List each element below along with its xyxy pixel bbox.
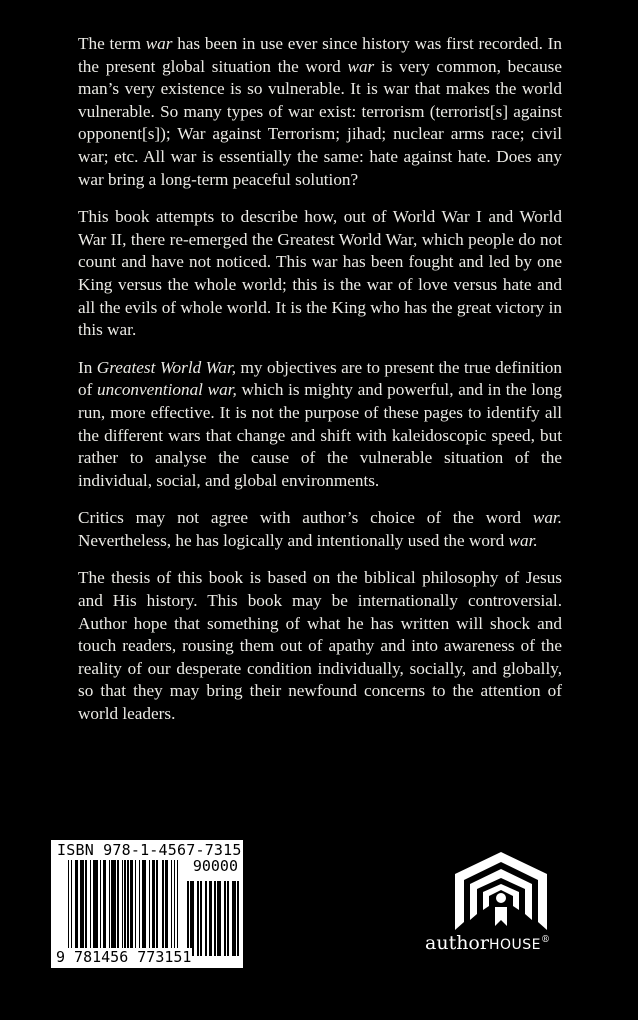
italic-text: war (347, 56, 375, 76)
barcode-bar (124, 860, 125, 954)
barcode-bar (68, 860, 69, 954)
text-segment: which is mighty and powerful, and in the long run, more effective. It is not the purpose of these pages to identify all the different wars that change and shift with kaleidoscopic speed, but rather to analyse the cause of the vulnerable situation of the individual, social, and global environments. (78, 380, 562, 490)
blurb-paragraph (78, 567, 562, 725)
back-cover-blurb (78, 33, 562, 741)
barcode-bar (135, 860, 136, 954)
text-segment: This book attempts to describe how, out of World War I and World War II, there re-emerged the Greatest World War, which people do not count and have not noticed. This war has been fought and led by one King versus the whole world; this is the war of love versus hate and all the evils of whole world. It is the King who has the great victory in this war. (78, 207, 562, 340)
barcode-bar (171, 860, 172, 954)
blurb-paragraph (78, 507, 562, 552)
text-segment: Critics may not agree with author’s choice of the word (78, 508, 533, 528)
text-segment: The term (78, 34, 146, 53)
barcode-bar (149, 860, 150, 954)
barcode-bar (214, 881, 216, 956)
barcode-bars-addon (187, 881, 239, 956)
barcode-bar (85, 860, 86, 954)
barcode-bar (130, 860, 133, 954)
italic-text: war (145, 34, 173, 53)
barcode-bar (90, 860, 91, 954)
barcode-bar (232, 881, 235, 956)
barcode-bar (127, 860, 128, 954)
barcode-bar (80, 860, 84, 954)
barcode-bar (197, 881, 199, 956)
publisher-name-lower: author (425, 932, 489, 954)
barcode-bar (190, 881, 193, 956)
isbn-barcode (51, 840, 261, 968)
barcode-bar (165, 860, 168, 954)
barcode-bar (224, 881, 226, 956)
publisher-logo-text (425, 932, 550, 954)
ean-number: 9 781456 773151 (56, 948, 192, 966)
barcode-bar (142, 860, 146, 954)
barcode-bar (103, 860, 106, 954)
barcode-bar (177, 860, 178, 954)
italic-text: Greatest World War, (96, 357, 237, 377)
price-addon-code: 90000 (192, 857, 238, 875)
italic-text: war. (532, 508, 562, 528)
text-segment: In (78, 357, 97, 377)
barcode-bar (227, 881, 229, 956)
barcode-bar (111, 860, 115, 954)
barcode-bar (156, 860, 157, 954)
barcode-bar (174, 860, 175, 954)
barcode-bar (100, 860, 101, 954)
blurb-paragraph (78, 357, 562, 493)
registered-mark: ® (541, 934, 550, 945)
barcode-bar (93, 860, 99, 954)
barcode-bar (71, 860, 72, 954)
text-segment: has been in use ever since history was first recorded. In the present global situation the word (78, 34, 562, 76)
barcode-bar (122, 860, 123, 954)
barcode-bar (209, 881, 212, 956)
text-segment: is very common, because man’s very existence is so vulnerable. It is war that makes the world vulnerable. So many types of war exist: terrorism (terrorist[s] against opponent[s]); War against Terrorism; jihad; nuclear arms race; civil war; etc. All war is essentially the same: hate against hate. Does any war bring a long-term peaceful solution? (78, 56, 562, 189)
isbn-label: ISBN 978-1-4567-7315-1 (57, 841, 261, 859)
barcode-bar (162, 860, 163, 954)
barcode-bar (117, 860, 118, 954)
barcode-bar (75, 860, 78, 954)
text-segment: The thesis of this book is based on the biblical philosophy of Jesus and His history. This book may be internationally controversial. Author hope that something of what he has written will shock and touch readers, rousing them out of apathy and into awareness of the reality of our desperate condition individually, socially, and globally, so that they may bring their newfound concerns to the attention of world leaders. (78, 568, 562, 724)
barcode-bar (237, 881, 239, 956)
barcode-bars-main (68, 860, 178, 954)
blurb-paragraph (78, 33, 562, 191)
text-segment: my objectives are to present the true definition of (78, 357, 562, 400)
italic-text: war. (508, 530, 538, 550)
barcode-bar (109, 860, 110, 954)
blurb-paragraph (78, 206, 562, 342)
barcode-bar (200, 881, 202, 956)
barcode-bar (205, 881, 207, 956)
text-segment: Nevertheless, he has logically and intentionally used the word (78, 530, 509, 550)
barcode-bar (217, 881, 220, 956)
barcode-bar (187, 881, 189, 956)
barcode-bar (152, 860, 155, 954)
italic-text: unconventional war, (97, 380, 237, 400)
authorhouse-logo-icon (455, 852, 547, 930)
barcode-bar (139, 860, 140, 954)
publisher-name-upper: HOUSE (488, 937, 541, 953)
